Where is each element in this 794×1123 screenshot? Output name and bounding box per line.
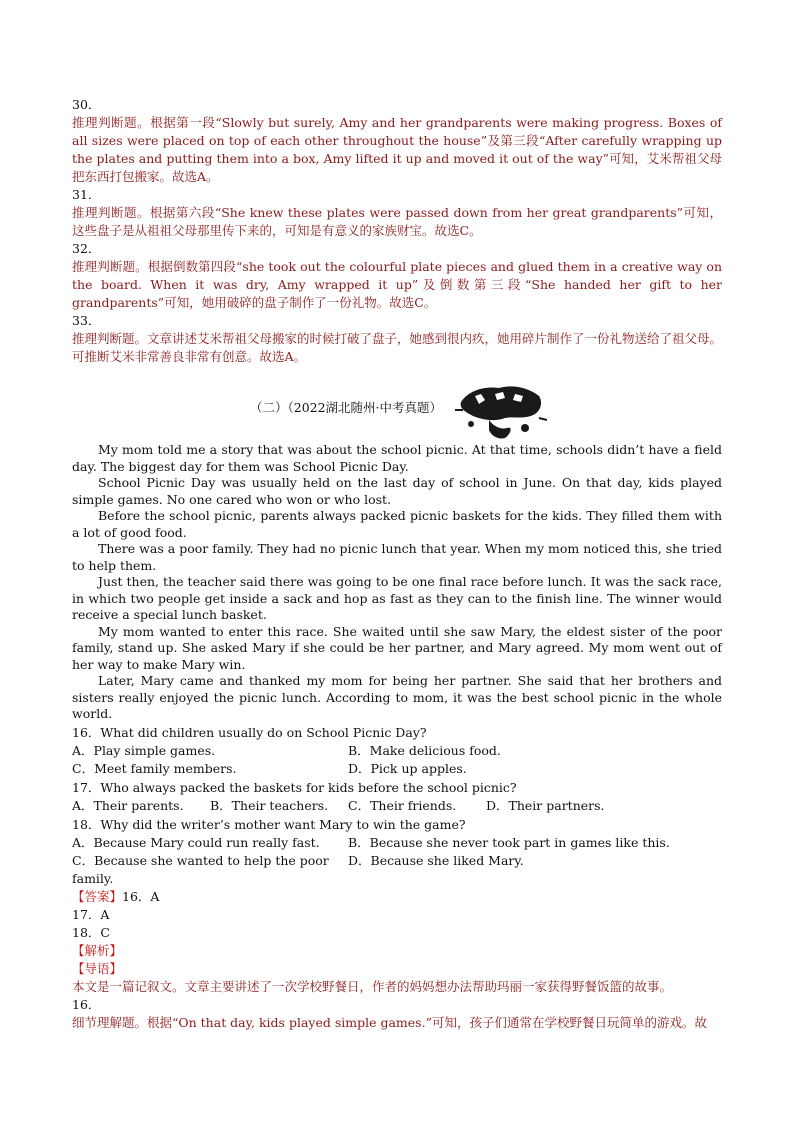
question-stem: 16．What did children usually do on School Picnic Day?	[72, 724, 427, 740]
analysis-label: 【解析】	[72, 942, 123, 958]
option-b: B．Their teachers.	[210, 797, 329, 813]
option-c: C．Their friends.	[348, 797, 457, 813]
explanation-number: 33．	[72, 313, 101, 328]
explanation-number: 31．	[72, 187, 101, 202]
option-d: D．Because she liked Mary.	[348, 852, 524, 868]
explanation-30	[72, 96, 722, 186]
explanation-text: 推理判断题。根据倒数第四段“she took out the colourful plate pieces and glued them in a creative way on the board. When it was dry, Amy wrapped it up”及倒数第三段“She handed her gift to her grandparents”可知，她用破碎的盘子制作了一份礼物。故选C。	[72, 259, 722, 310]
option-c: C．Because she wanted to help the poor family.	[72, 852, 329, 886]
option-a: A．Play simple games.	[72, 742, 216, 758]
question-stem: 18．Why did the writer’s mother want Mary to win the game?	[72, 816, 466, 832]
explanation-32	[72, 240, 722, 312]
option-d: D．Pick up apples.	[348, 760, 467, 776]
passage-paragraph: Just then, the teacher said there was going to be one final race before lunch. It was the sack race, in which two people get inside a sack and hop as fast as they can to the finish line. The winner would receive a special lunch basket.	[72, 574, 722, 622]
guide-label: 【导语】	[72, 960, 123, 976]
explanation-text: 推理判断题。根据第一段“Slowly but surely, Amy and her grandparents were making progress. Boxes of all sizes were placed on top of each other throughout the house”及第三段“After carefully wrapping up the plates and putting them into a box, Amy lifted it up and moved it out of the way”可知，艾米帮祖父母把东西打包搬家。故选A。	[72, 115, 722, 184]
question-stem: 17．Who always packed the baskets for kids before the school picnic?	[72, 779, 517, 795]
explanation-text: 推理判断题。根据第六段“She knew these plates were passed down from her great grandparents”可知，这些盘子是从祖祖父母那里传下来的，可知是有意义的家族财宝。故选C。	[72, 205, 722, 238]
answer-item: 17．A	[72, 906, 110, 922]
explanation-31	[72, 186, 722, 240]
option-a: A．Their parents.	[72, 797, 184, 813]
option-b: B．Because she never took part in games like this.	[348, 834, 670, 850]
ink-stamp-image	[455, 380, 547, 442]
passage-paragraph: School Picnic Day was usually held on the last day of school in June. On that day, kids played simple games. No one cared who won or who lost.	[72, 475, 722, 507]
explanation-text: 细节理解题。根据“On that day, kids played simple games.”可知，孩子们通常在学校野餐日玩简单的游戏。故	[72, 1014, 707, 1030]
explanation-number: 16．	[72, 996, 101, 1012]
section-heading	[72, 380, 722, 442]
option-c: C．Meet family members.	[72, 760, 237, 776]
answer-item: 18．C	[72, 924, 110, 940]
answer-label: 【答案】	[72, 888, 123, 904]
option-a: A．Because Mary could run really fast.	[72, 834, 320, 850]
question-17	[72, 779, 722, 815]
passage-paragraph: My mom told me a story that was about the school picnic. At that time, schools didn’t have a field day. The biggest day for them was School Picnic Day.	[72, 442, 722, 474]
reading-passage	[72, 442, 722, 723]
answer-item: 16．A	[122, 888, 160, 904]
option-d: D．Their partners.	[486, 797, 605, 813]
answer-block	[72, 888, 722, 1032]
passage-paragraph: Before the school picnic, parents always packed picnic baskets for the kids. They filled them with a lot of good food.	[72, 508, 722, 540]
explanation-33	[72, 312, 722, 366]
section-title: （二）（2022湖北随州·中考真题）	[250, 400, 443, 415]
question-18	[72, 816, 722, 888]
option-b: B．Make delicious food.	[348, 742, 501, 758]
document-page	[72, 96, 722, 1032]
explanation-number: 32．	[72, 241, 101, 256]
explanation-text: 推理判断题。文章讲述艾米帮祖父母搬家的时候打破了盘子，她感到很内疚，她用碎片制作了一份礼物送给了祖父母。可推断艾米非常善良非常有创意。故选A。	[72, 331, 723, 364]
question-16	[72, 724, 722, 778]
guide-text: 本文是一篇记叙文。文章主要讲述了一次学校野餐日，作者的妈妈想办法帮助玛丽一家获得野餐饭篮的故事。	[72, 978, 673, 994]
passage-paragraph: My mom wanted to enter this race. She waited until she saw Mary, the eldest sister of the poor family, stand up. She asked Mary if she could be her partner, and Mary agreed. My mom went out of her way to make Mary win.	[72, 623, 722, 672]
passage-paragraph: Later, Mary came and thanked my mom for being her partner. She said that her brothers and sisters really enjoyed the picnic lunch. According to mom, it was the best school picnic in the whole world.	[72, 673, 722, 721]
explanation-number: 30．	[72, 97, 101, 112]
passage-paragraph: There was a poor family. They had no picnic lunch that year. When my mom noticed this, she tried to help them.	[72, 541, 722, 573]
